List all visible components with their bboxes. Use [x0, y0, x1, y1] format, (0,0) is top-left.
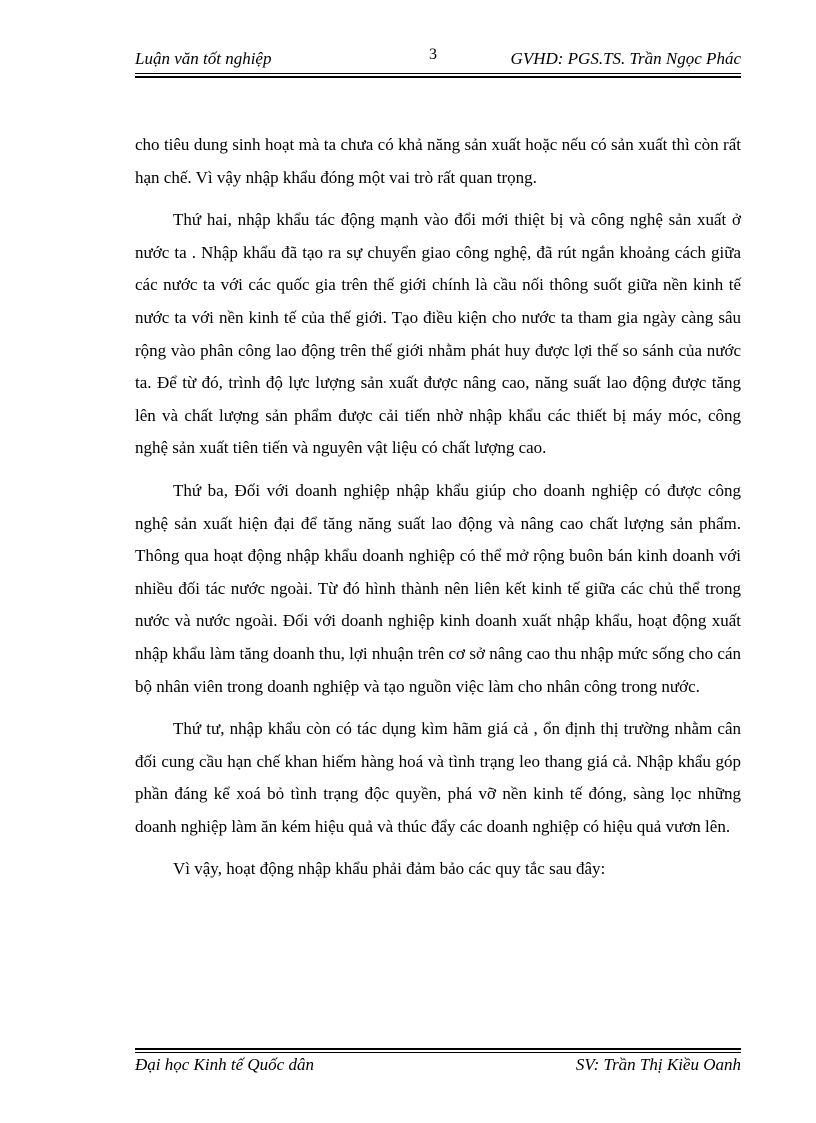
- paragraph-fourth: Thứ tư, nhập khẩu còn có tác dụng kìm hãm giá cả , ổn định thị trường nhằm cân đối cung cầu hạn chế khan hiếm hàng hoá và tình trạng leo thang giá cả. Nhập khẩu góp phần đáng kể xoá bỏ tình trạng độc quyền, phá vỡ nền kinh tế đóng, sàng lọc những doanh nghiệp làm ăn kém hiệu quả và thúc đẩy các doanh nghiệp có hiệu quả vươn lên.: [135, 719, 741, 836]
- paragraph-second: Thứ hai, nhập khẩu tác động mạnh vào đổi mới thiệt bị và công nghệ sản xuất ở nước ta . Nhập khẩu đã tạo ra sự chuyển giao công nghệ, đã rút ngắn khoảng cách giữa các nước ta với các quốc gia trên thế giới chính là cầu nối thông suốt giữa nền kinh tế nước ta với nền kinh tế của thế giới. Tạo điều kiện cho nước ta tham gia ngày càng sâu rộng vào phân công lao động trên thế giới nhằm phát huy được lợi thế so sánh của nước ta. Để từ đó, trình độ lực lượng sản xuất được nâng cao, năng suất lao động được tăng lên và chất lượng sản phẩm được cải tiến nhờ nhập khẩu các thiết bị máy móc, công nghệ sản xuất tiên tiến và nguyên vật liệu có chất lượng cao.: [135, 210, 741, 458]
- header-supervisor: GVHD: PGS.TS. Trần Ngọc Phác: [510, 49, 741, 68]
- paragraph-third: Thứ ba, Đối với doanh nghiệp nhập khẩu giúp cho doanh nghiệp có được công nghệ sản xuất hiện đại để tăng năng suất lao động và nâng cao chất lượng sản phẩm. Thông qua hoạt động nhập khẩu doanh nghiệp có thể mở rộng buôn bán kinh doanh với nhiều đối tác nước ngoài. Từ đó hình thành nên liên kết kinh tế giữa các chủ thể trong nước và nước ngoài. Đối với doanh nghiệp kinh doanh xuất nhập khẩu, hoạt động xuất nhập khẩu làm tăng doanh thu, lợi nhuận trên cơ sở nâng cao thu nhập mức sống cho cán bộ nhân viên trong doanh nghiệp và tạo nguồn việc làm cho nhân công trong nước.: [135, 480, 741, 696]
- header-thesis-label: Luận văn tốt nghiệp: [135, 49, 272, 68]
- footer-student: SV: Trần Thị Kiều Oanh: [575, 1055, 741, 1074]
- page-number: 3: [429, 46, 437, 63]
- header-rule-thick: [135, 76, 741, 78]
- header-rule-thin: [135, 73, 741, 74]
- footer-university: Đại học Kinh tế Quốc dân: [135, 1055, 314, 1074]
- page-header: [135, 46, 741, 74]
- paragraph-conclusion: Vì vậy, hoạt động nhập khẩu phải đảm bảo các quy tắc sau đây:: [173, 859, 606, 879]
- footer-rule-thin: [135, 1052, 741, 1053]
- page-footer: [135, 1055, 741, 1079]
- body-text: [135, 129, 741, 896]
- paragraph-continuation: cho tiêu dung sinh hoạt mà ta chưa có khả năng sản xuất hoặc nếu có sản xuất thì còn rất hạn chế. Vì vậy nhập khẩu đóng một vai trò rất quan trọng.: [135, 135, 741, 187]
- footer-rule-thick: [135, 1048, 741, 1050]
